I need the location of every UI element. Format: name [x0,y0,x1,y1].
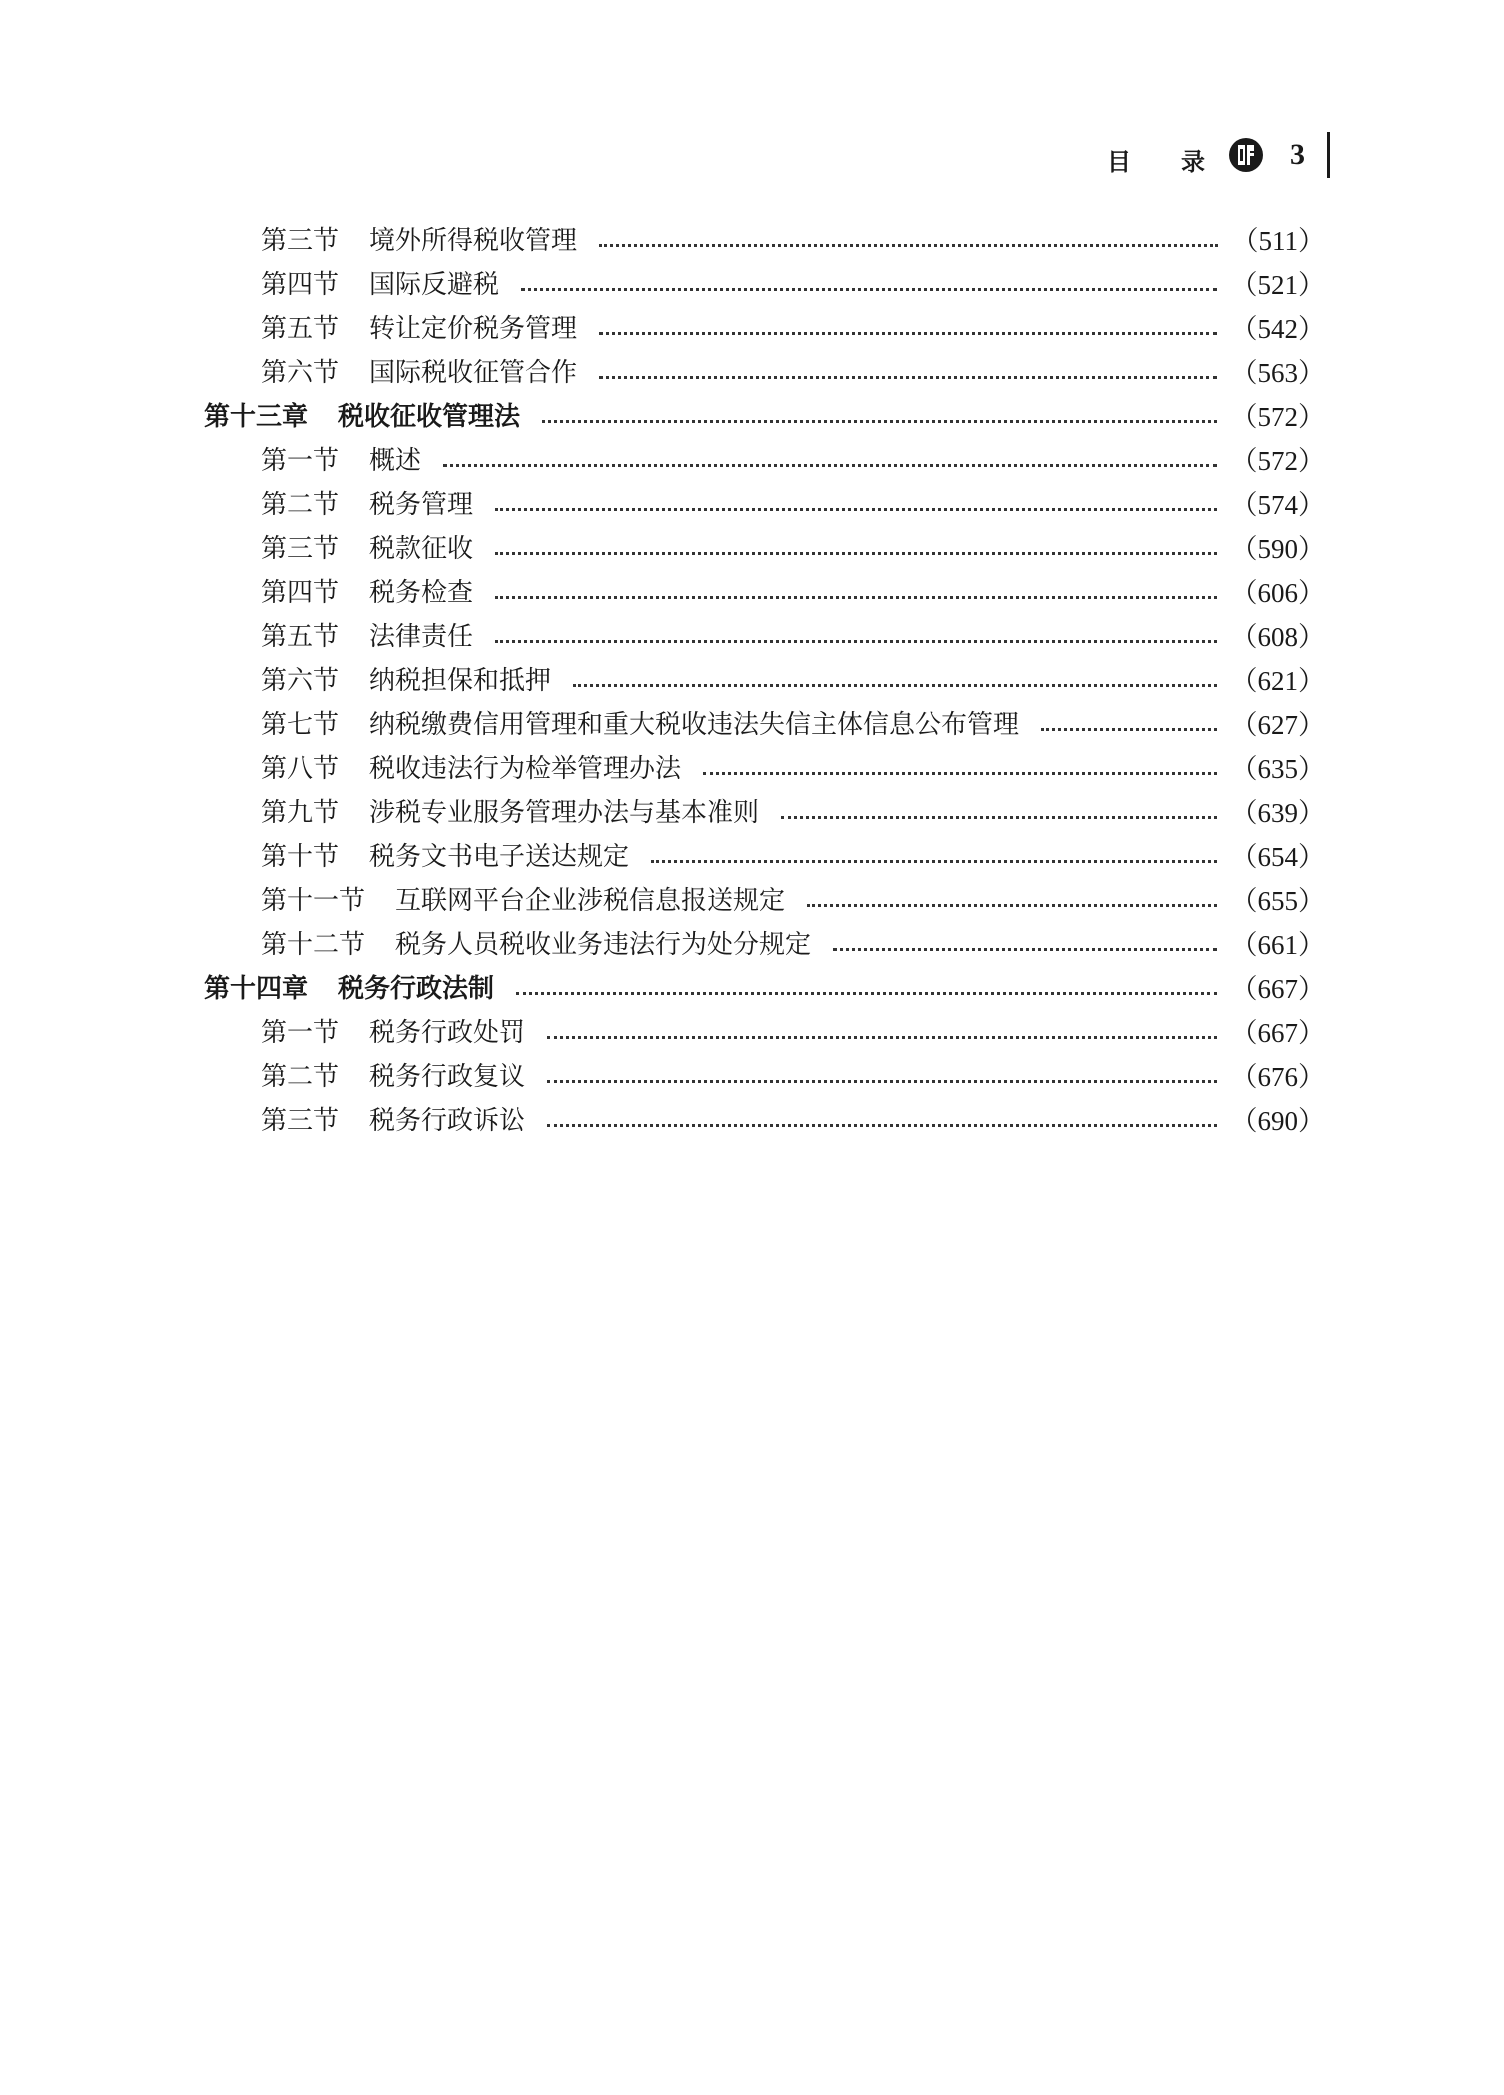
toc-entry-page: （590） [1230,533,1325,564]
toc-entry-page: （655） [1230,885,1325,916]
toc-section-entry[interactable] [0,219,1504,263]
toc-entry-page: （574） [1230,489,1325,520]
toc-chapter-entry[interactable] [0,967,1504,1011]
toc-entry-number: 第二节 [261,1062,340,1092]
dot-leader [599,376,1216,379]
toc-entry-number: 第六节 [261,666,340,696]
toc-entry-page: （667） [1230,1017,1325,1048]
toc-section-entry[interactable] [0,527,1504,571]
toc-entry-page: （667） [1230,973,1325,1004]
toc-entry-number: 第二节 [261,490,340,520]
toc-entry-number: 第四节 [261,270,340,300]
header-label-mu: 目 [1107,148,1131,176]
toc-entry-title: 互联网平台企业涉税信息报送规定 [395,886,786,916]
toc-entry-number: 第十四章 [204,974,309,1004]
toc-entry-title: 概述 [369,446,422,476]
toc-entry-title: 境外所得税收管理 [369,226,578,256]
toc-entry-page: （627） [1230,709,1325,740]
toc-entry-number: 第十一节 [261,886,366,916]
dot-leader [516,992,1216,995]
toc-entry-title: 纳税缴费信用管理和重大税收违法失信主体信息公布管理 [369,710,1020,740]
dot-leader [443,464,1216,467]
toc-entry-number: 第七节 [261,710,340,740]
toc-entry-title: 税务行政法制 [338,974,495,1004]
toc-entry-title: 国际反避税 [369,270,500,300]
toc-entry-page: （676） [1230,1061,1325,1092]
toc-entry-title: 税务行政处罚 [369,1018,526,1048]
toc-entry-title: 转让定价税务管理 [369,314,578,344]
toc-entry-title: 国际税收征管合作 [369,358,578,388]
dot-leader [651,860,1216,863]
toc-entry-number: 第十二节 [261,930,366,960]
dot-leader [547,1036,1216,1039]
toc-entry-title: 税款征收 [369,534,474,564]
toc-entry-title: 税收违法行为检举管理办法 [369,754,682,784]
toc-entry-title: 税务行政复议 [369,1062,526,1092]
publisher-logo-icon [1227,136,1265,174]
toc-entry-number: 第五节 [261,314,340,344]
dot-leader [833,948,1216,951]
dot-leader [495,508,1216,511]
toc-entry-page: （661） [1230,929,1325,960]
toc-entry-title: 税务人员税收业务违法行为处分规定 [395,930,812,960]
toc-entry-number: 第十三章 [204,402,309,432]
header-rule [1327,132,1330,178]
toc-entry-title: 税务管理 [369,490,474,520]
toc-section-entry[interactable] [0,1099,1504,1143]
toc-entry-number: 第九节 [261,798,340,828]
running-header [0,132,1504,188]
toc-entry-page: （654） [1230,841,1325,872]
toc-section-entry[interactable] [0,263,1504,307]
toc-entry-number: 第一节 [261,446,340,476]
toc-entry-page: （572） [1230,445,1325,476]
page-number: 3 [1290,138,1305,171]
toc-entry-page: （521） [1230,269,1325,300]
toc-entry-page: （606） [1230,577,1325,608]
toc-section-entry[interactable] [0,879,1504,923]
toc-section-entry[interactable] [0,747,1504,791]
toc-entry-page: （511） [1231,225,1325,256]
toc-entry-number: 第三节 [261,534,340,564]
dot-leader [573,684,1216,687]
dot-leader [495,552,1216,555]
toc-entry-page: （621） [1230,665,1325,696]
table-of-contents [0,219,1504,1143]
toc-entry-page: （639） [1230,797,1325,828]
dot-leader [495,640,1216,643]
toc-entry-number: 第三节 [261,226,340,256]
toc-entry-number: 第一节 [261,1018,340,1048]
toc-entry-page: （690） [1230,1105,1325,1136]
dot-leader [1041,728,1216,731]
toc-entry-title: 税务行政诉讼 [369,1106,526,1136]
toc-entry-number: 第六节 [261,358,340,388]
dot-leader [703,772,1216,775]
toc-chapter-entry[interactable] [0,395,1504,439]
toc-entry-title: 税收征收管理法 [338,402,521,432]
toc-section-entry[interactable] [0,659,1504,703]
toc-entry-page: （542） [1230,313,1325,344]
toc-entry-title: 税务文书电子送达规定 [369,842,630,872]
toc-section-entry[interactable] [0,483,1504,527]
toc-entry-title: 税务检查 [369,578,474,608]
toc-entry-number: 第五节 [261,622,340,652]
toc-section-entry[interactable] [0,571,1504,615]
toc-entry-page: （563） [1230,357,1325,388]
toc-section-entry[interactable] [0,307,1504,351]
toc-entry-page: （572） [1230,401,1325,432]
toc-entry-title: 涉税专业服务管理办法与基本准则 [369,798,760,828]
toc-section-entry[interactable] [0,835,1504,879]
toc-entry-title: 纳税担保和抵押 [369,666,552,696]
toc-entry-number: 第八节 [261,754,340,784]
toc-entry-number: 第三节 [261,1106,340,1136]
toc-entry-page: （635） [1230,753,1325,784]
toc-section-entry[interactable] [0,1055,1504,1099]
toc-section-entry[interactable] [0,791,1504,835]
dot-leader [781,816,1216,819]
dot-leader [547,1124,1216,1127]
dot-leader [547,1080,1216,1083]
dot-leader [599,332,1216,335]
toc-section-entry[interactable] [0,1011,1504,1055]
toc-section-entry[interactable] [0,439,1504,483]
toc-entry-page: （608） [1230,621,1325,652]
dot-leader [807,904,1216,907]
dot-leader [542,420,1216,423]
toc-section-entry[interactable] [0,923,1504,967]
dot-leader [521,288,1216,291]
toc-section-entry[interactable] [0,703,1504,747]
toc-entry-title: 法律责任 [369,622,474,652]
dot-leader [599,244,1217,247]
toc-entry-number: 第十节 [261,842,340,872]
toc-entry-number: 第四节 [261,578,340,608]
toc-section-entry[interactable] [0,351,1504,395]
dot-leader [495,596,1216,599]
toc-section-entry[interactable] [0,615,1504,659]
header-label-lu: 录 [1181,148,1205,176]
